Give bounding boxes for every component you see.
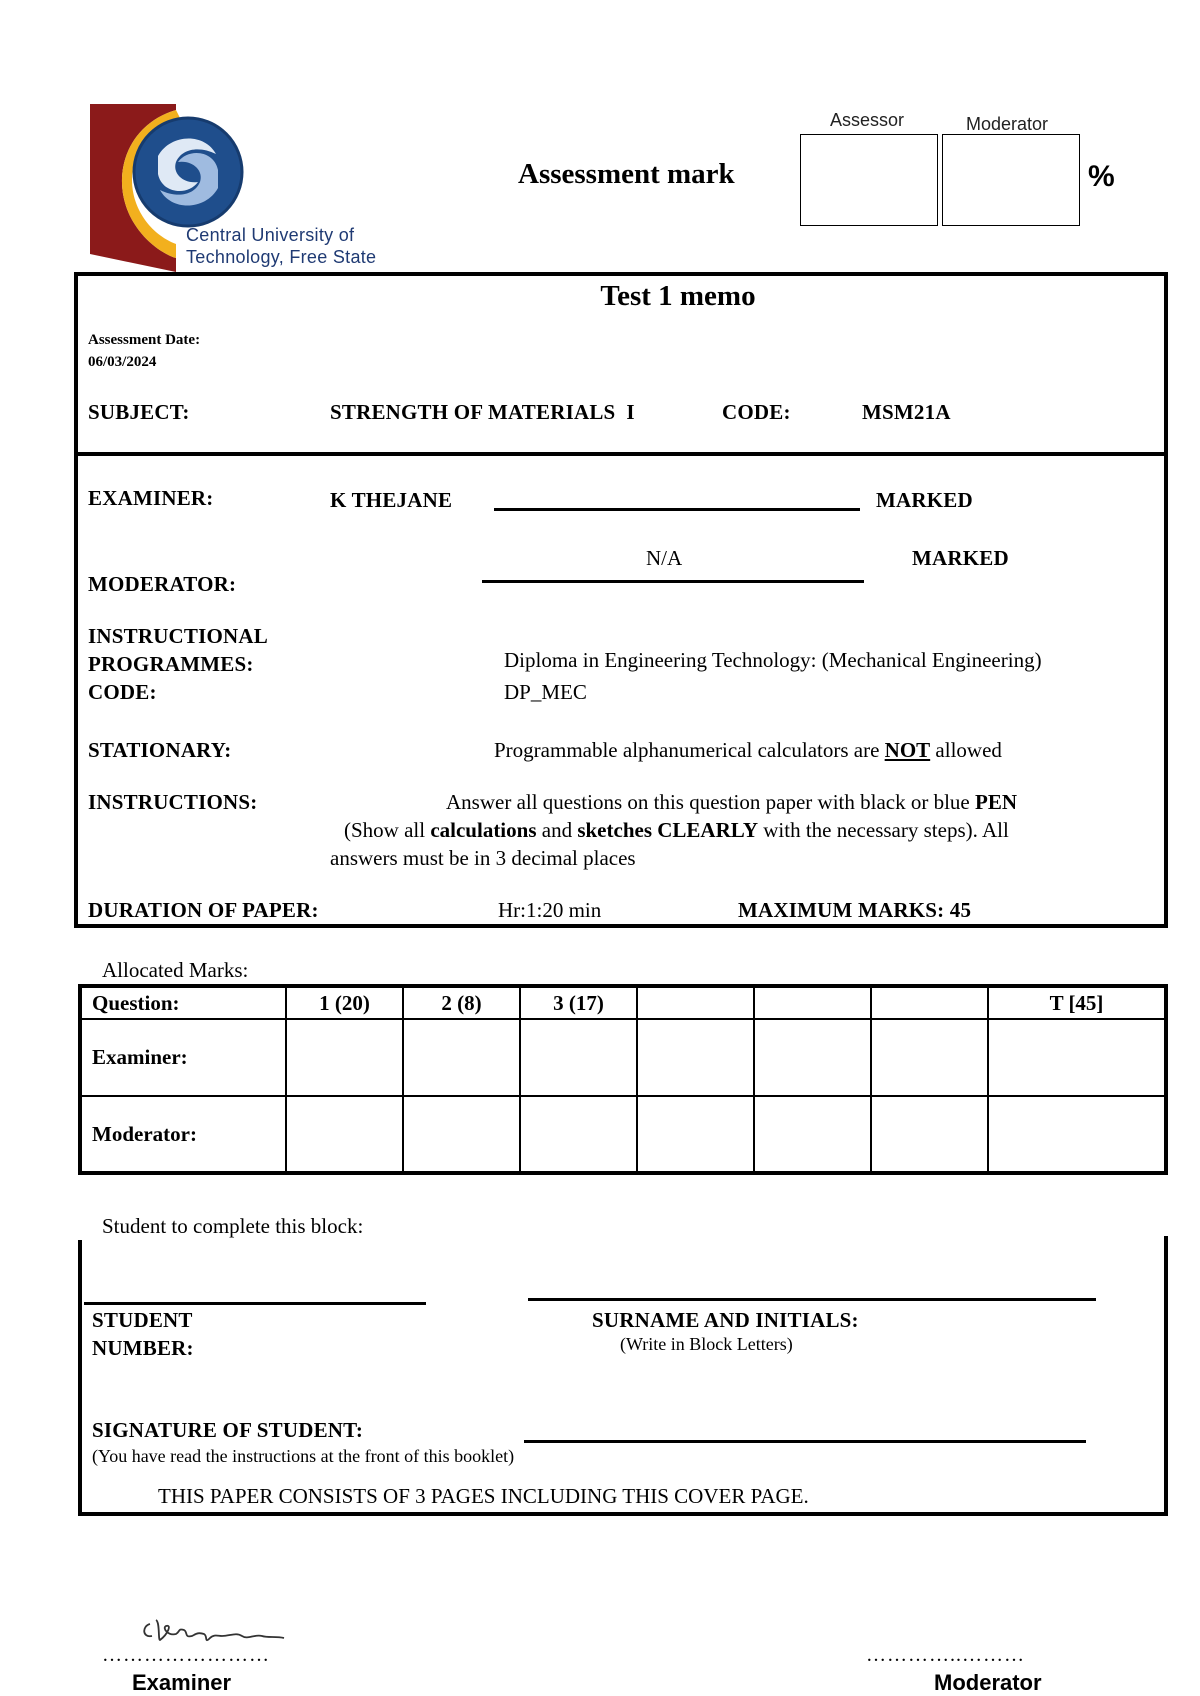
block-letters-note: (Write in Block Letters) xyxy=(620,1334,793,1354)
stationary-text-post: allowed xyxy=(930,738,1002,762)
marks-cell[interactable] xyxy=(871,1019,988,1096)
examiner-value: K THEJANE xyxy=(330,488,453,512)
maximum-marks: MAXIMUM MARKS: 45 xyxy=(738,898,972,922)
surname-label: SURNAME AND INITIALS: xyxy=(592,1308,859,1332)
marks-moderator-row xyxy=(80,1096,1166,1173)
assessment-date-label: Assessment Date: xyxy=(88,332,201,348)
marks-cell[interactable] xyxy=(988,1019,1166,1096)
assessment-date-value: 06/03/2024 xyxy=(88,354,157,370)
test-title: Test 1 memo xyxy=(600,280,756,312)
surname-line[interactable] xyxy=(528,1298,1096,1301)
moderator-label: MODERATOR: xyxy=(88,572,237,596)
read-instructions-note: (You have read the instructions at the front of this booklet) xyxy=(92,1446,515,1466)
student-block-caption: Student to complete this block: xyxy=(102,1214,364,1238)
marks-cell[interactable] xyxy=(637,1019,754,1096)
subject-value: STRENGTH OF MATERIALS I xyxy=(330,400,635,424)
instructions-label: INSTRUCTIONS: xyxy=(88,790,258,814)
subject-label: SUBJECT: xyxy=(88,400,190,424)
duration-label: DURATION OF PAPER: xyxy=(88,898,319,922)
student-block-left-border xyxy=(78,1240,82,1516)
marks-total-header: T [45] xyxy=(988,986,1166,1019)
marks-cell[interactable] xyxy=(403,1019,520,1096)
allocated-marks-table xyxy=(78,984,1168,1175)
marks-q2-header: 2 (8) xyxy=(403,986,520,1019)
instr-pen: PEN xyxy=(975,790,1017,814)
moderator-na: N/A xyxy=(646,546,683,570)
examiner-label: EXAMINER: xyxy=(88,486,214,510)
marks-cell[interactable] xyxy=(403,1096,520,1173)
instructions-line-1 xyxy=(446,790,1017,815)
marks-moderator-label: Moderator: xyxy=(80,1096,286,1173)
logo-wordmark xyxy=(186,224,376,268)
marks-cell[interactable] xyxy=(286,1096,403,1173)
marks-q3-header: 3 (17) xyxy=(520,986,637,1019)
marks-cell[interactable] xyxy=(637,1096,754,1173)
marks-empty-header xyxy=(754,986,871,1019)
logo-line-1: Central University of xyxy=(186,225,355,245)
moderator-mark-box[interactable] xyxy=(942,134,1080,226)
instructions-line-3: answers must be in 3 decimal places xyxy=(330,846,636,870)
pages-note: THIS PAPER CONSISTS OF 3 PAGES INCLUDING THIS COVER PAGE. xyxy=(158,1484,809,1508)
examiner-footer-label: Examiner xyxy=(132,1670,232,1695)
instr-text-b: (Show all xyxy=(344,818,431,842)
stationary-text-pre: Programmable alphanumerical calculators are xyxy=(494,738,885,762)
student-number-line[interactable] xyxy=(84,1302,426,1305)
moderator-marked-line xyxy=(482,580,864,583)
instructions-line-2 xyxy=(344,818,1009,843)
code-label: CODE: xyxy=(722,400,791,424)
student-block-bottom-border xyxy=(78,1512,1168,1516)
marks-cell[interactable] xyxy=(754,1019,871,1096)
percent-sign: % xyxy=(1088,160,1115,193)
programme-value: Diploma in Engineering Technology: (Mechanical Engineering) xyxy=(504,648,1042,672)
instr-sketches: sketches CLEARLY xyxy=(577,818,758,842)
assessor-mark-box[interactable] xyxy=(800,134,938,226)
stationary-value xyxy=(494,738,1002,763)
instr-text-c: with the necessary steps). All xyxy=(758,818,1009,842)
instr-calculations: calculations xyxy=(430,818,537,842)
marks-header-row xyxy=(80,986,1166,1019)
moderator-label: Moderator xyxy=(966,114,1049,134)
marks-cell[interactable] xyxy=(520,1096,637,1173)
code-value: MSM21A xyxy=(862,400,951,424)
programmes-label-1: INSTRUCTIONAL xyxy=(88,624,268,648)
examiner-marked-line xyxy=(494,508,860,511)
programmes-code-label: CODE: xyxy=(88,680,157,704)
stationary-label: STATIONARY: xyxy=(88,738,232,762)
marks-empty-header xyxy=(871,986,988,1019)
marks-cell[interactable] xyxy=(754,1096,871,1173)
stationary-not: NOT xyxy=(884,738,931,762)
marks-q1-header: 1 (20) xyxy=(286,986,403,1019)
examiner-marked-label: MARKED xyxy=(876,488,973,512)
moderator-marked-label: MARKED xyxy=(912,546,1009,570)
marks-examiner-row xyxy=(80,1019,1166,1096)
logo-line-2: Technology, Free State xyxy=(186,247,377,267)
marks-cell[interactable] xyxy=(520,1019,637,1096)
instr-text-a: Answer all questions on this question paper with black or blue xyxy=(446,790,975,814)
signature-line[interactable] xyxy=(524,1440,1086,1443)
programmes-label-2: PROGRAMMES: xyxy=(88,652,254,676)
instr-and: and xyxy=(536,818,578,842)
assessment-mark-label: Assessment mark xyxy=(518,158,735,190)
student-block-right-border xyxy=(1164,1236,1168,1516)
marks-question-header: Question: xyxy=(80,986,286,1019)
assessor-label: Assessor xyxy=(830,110,905,130)
marks-cell[interactable] xyxy=(286,1019,403,1096)
marks-empty-header xyxy=(637,986,754,1019)
marks-cell[interactable] xyxy=(871,1096,988,1173)
student-number-label-1: STUDENT xyxy=(92,1308,193,1332)
allocated-marks-caption: Allocated Marks: xyxy=(102,958,249,982)
marks-examiner-label: Examiner: xyxy=(80,1019,286,1096)
signature-label: SIGNATURE OF STUDENT: xyxy=(92,1418,364,1442)
duration-value: Hr:1:20 min xyxy=(498,898,602,922)
examiner-dots: …………………… xyxy=(102,1644,270,1666)
moderator-footer-label: Moderator xyxy=(934,1670,1042,1695)
marks-cell[interactable] xyxy=(988,1096,1166,1173)
programme-code-value: DP_MEC xyxy=(504,680,587,704)
moderator-dots: …………..……… xyxy=(866,1644,1025,1666)
student-number-label-2: NUMBER: xyxy=(92,1336,194,1360)
